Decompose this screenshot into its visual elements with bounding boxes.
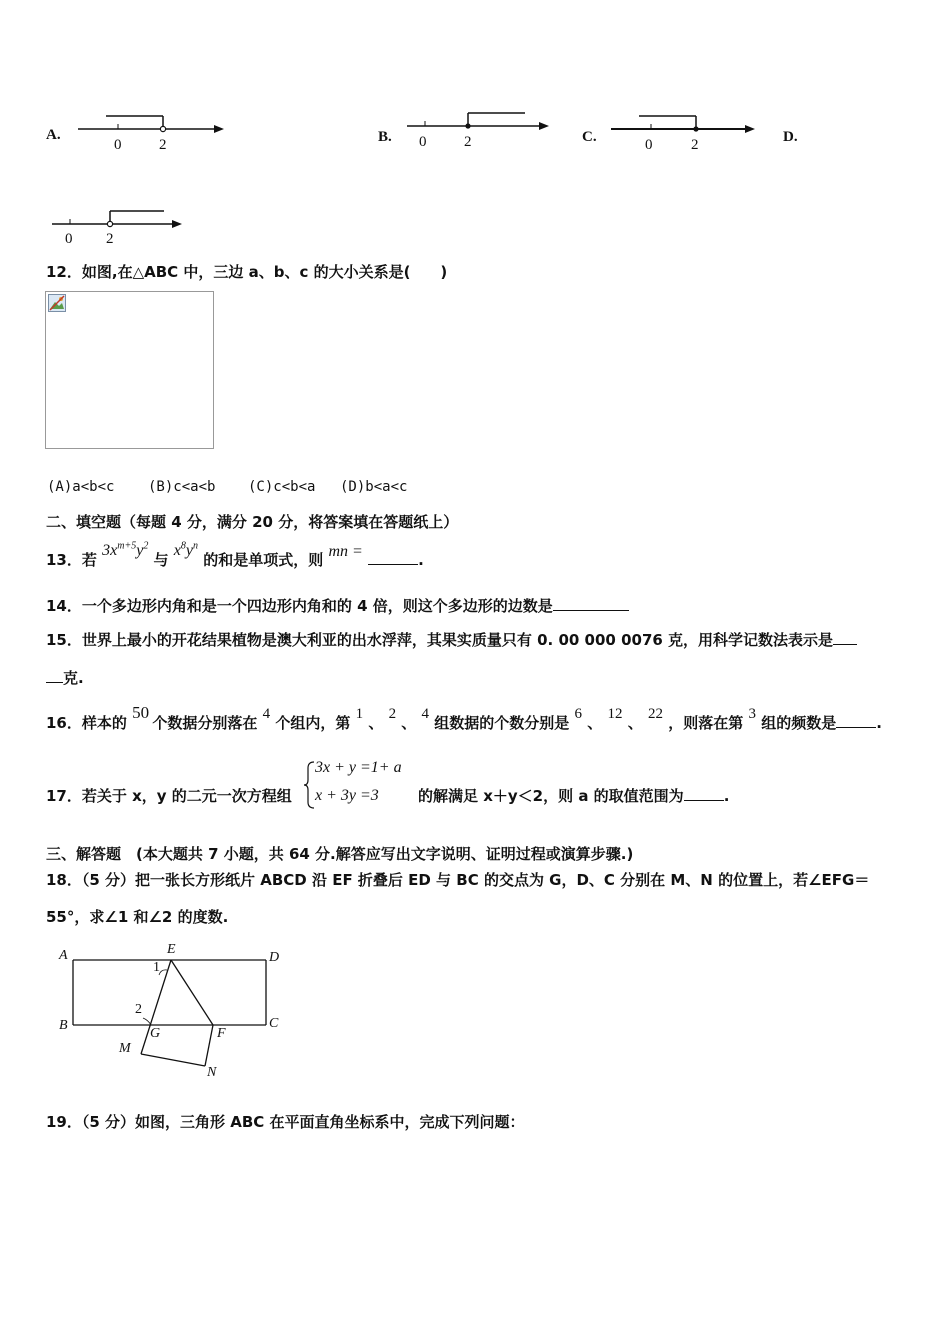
tick-label-2: 2 bbox=[106, 231, 114, 247]
tick-label-2: 2 bbox=[159, 137, 167, 153]
label-N: N bbox=[207, 1065, 217, 1080]
number-line-d bbox=[50, 205, 190, 233]
tick-label-2: 2 bbox=[464, 134, 472, 150]
q16-text-1: 16．样本的 bbox=[46, 714, 127, 732]
section-3-title: 三、解答题 (本大题共 7 小题，共 64 分.解答应写出文字说明、证明过程或演算步骤.) bbox=[46, 845, 634, 863]
label-1: 1 bbox=[153, 960, 160, 975]
q17-eq2: x + 3y =3 bbox=[315, 787, 379, 804]
q15-text: 15．世界上最小的开花结果植物是澳大利亚的出水浮萍，其果实质量只有 0. 00 000 0076 克，用科学记数法表示是 bbox=[46, 631, 834, 649]
q13-mid: 与 bbox=[153, 551, 169, 569]
q16-c6: 6 bbox=[574, 706, 583, 722]
q15-line2 bbox=[46, 667, 84, 688]
q16-text-6: 组的频数是 bbox=[761, 714, 837, 732]
tick-label-0: 0 bbox=[65, 231, 73, 247]
q19-text: 19．（5 分）如图，三角形 ABC 在平面直角坐标系中，完成下列问题： bbox=[46, 1113, 525, 1131]
q13-answer-blank[interactable] bbox=[368, 550, 418, 565]
q16-sep: 、 bbox=[587, 714, 603, 732]
q13-expr: mn = bbox=[328, 543, 363, 560]
q15-end: 克. bbox=[63, 669, 84, 687]
tick-label-0: 0 bbox=[419, 134, 427, 150]
number-line-c bbox=[609, 108, 759, 136]
q18-figure bbox=[55, 942, 295, 1082]
section-2-title: 二、填空题（每题 4 分，满分 20 分，将答案填在答题纸上） bbox=[46, 513, 459, 531]
q12-image-placeholder bbox=[45, 291, 214, 449]
q12-choice-c: (C)c<b<a bbox=[248, 479, 316, 495]
q14 bbox=[46, 595, 629, 616]
label-G: G bbox=[150, 1026, 161, 1041]
q16-g2: 2 bbox=[388, 706, 397, 722]
q16-sep: 、 bbox=[368, 714, 384, 732]
q17-suffix-line bbox=[418, 785, 729, 806]
broken-image-icon bbox=[48, 294, 66, 312]
q11-option-d-letter: D. bbox=[783, 129, 798, 145]
label-2: 2 bbox=[135, 1002, 142, 1017]
q13-term2-x: x bbox=[173, 542, 181, 559]
q13-after: 的和是单项式，则 bbox=[203, 551, 324, 569]
q16-n4: 4 bbox=[262, 706, 271, 722]
q16-text-5: ，则落在第 bbox=[668, 714, 744, 732]
q17-suffix: 的解满足 x＋y＜2，则 a 的取值范围为 bbox=[418, 787, 684, 805]
q13-term1-yexp: 2 bbox=[143, 540, 149, 552]
q17-eq1: 3x + y =1+ a bbox=[315, 759, 402, 776]
q13-term2-yexp: n bbox=[193, 540, 199, 552]
label-M: M bbox=[119, 1041, 131, 1056]
label-C: C bbox=[269, 1016, 279, 1031]
q16-text-4: 组数据的个数分别是 bbox=[434, 714, 570, 732]
q13-term1-coef: 3x bbox=[102, 542, 118, 559]
q15-answer-blank-1[interactable] bbox=[833, 630, 857, 645]
q13-term1-y: y bbox=[136, 542, 144, 559]
q13-term2-y: y bbox=[185, 542, 194, 559]
q16-sep: 、 bbox=[627, 714, 643, 732]
q13 bbox=[46, 541, 424, 569]
q14-text: 14．一个多边形内角和是一个四边形内角和的 4 倍，则这个多边形的边数是 bbox=[46, 597, 553, 615]
q12-text: 12．如图,在△ABC 中，三边 a、b、c 的大小关系是( ) bbox=[46, 263, 448, 281]
q16-c12: 12 bbox=[607, 706, 623, 722]
q16-text-3: 个组内，第 bbox=[275, 714, 351, 732]
q12-choice-a: (A)a<b<c bbox=[47, 479, 115, 495]
q17-left-brace bbox=[302, 760, 316, 810]
tick-label-2: 2 bbox=[691, 137, 699, 153]
q13-end: . bbox=[418, 551, 424, 569]
q12-choice-d: (D)b<a<c bbox=[340, 479, 408, 495]
q18-line1: 18．（5 分）把一张长方形纸片 ABCD 沿 EF 折叠后 ED 与 BC 的交点为 G，D、C 分别在 M、N 的位置上，若∠EFG＝ bbox=[46, 871, 870, 889]
option-letter: C. bbox=[582, 129, 597, 145]
q18-line2: 55°，求∠1 和∠2 的度数. bbox=[46, 908, 229, 926]
number-line-b bbox=[405, 108, 553, 136]
tick-label-0: 0 bbox=[114, 137, 122, 153]
q16-g3: 3 bbox=[748, 706, 756, 722]
q13-term1-exp: m+5 bbox=[117, 540, 137, 552]
label-F: F bbox=[217, 1026, 226, 1041]
q16-sep: 、 bbox=[401, 714, 417, 732]
q14-answer-blank[interactable] bbox=[553, 596, 629, 611]
q16-text-2: 个数据分别落在 bbox=[152, 714, 258, 732]
label-A: A bbox=[59, 948, 68, 963]
q16-end: . bbox=[876, 714, 882, 732]
q17-answer-blank[interactable] bbox=[684, 786, 724, 801]
q16-n50: 50 bbox=[132, 703, 150, 722]
q16-g1: 1 bbox=[355, 706, 364, 722]
label-B: B bbox=[59, 1018, 68, 1033]
label-E: E bbox=[167, 942, 176, 957]
number-line-a bbox=[76, 108, 226, 136]
q17-prefix: 17．若关于 x，y 的二元一次方程组 bbox=[46, 787, 292, 805]
q15-line1 bbox=[46, 629, 857, 650]
q15-answer-blank-2[interactable] bbox=[46, 668, 63, 683]
q16-c22: 22 bbox=[648, 706, 663, 722]
option-letter: B. bbox=[378, 129, 392, 145]
q16 bbox=[46, 702, 882, 732]
q16-answer-blank[interactable] bbox=[836, 713, 876, 728]
label-D: D bbox=[269, 950, 280, 965]
q13-term2-xexp: 8 bbox=[180, 540, 186, 552]
q16-g4: 4 bbox=[421, 706, 430, 722]
fold-diagram bbox=[55, 942, 295, 1082]
tick-label-0: 0 bbox=[645, 137, 653, 153]
q12-choice-b: (B)c<a<b bbox=[148, 479, 216, 495]
q13-prefix: 13．若 bbox=[46, 551, 97, 569]
q17-end: . bbox=[723, 787, 730, 805]
option-letter: A. bbox=[46, 127, 61, 143]
